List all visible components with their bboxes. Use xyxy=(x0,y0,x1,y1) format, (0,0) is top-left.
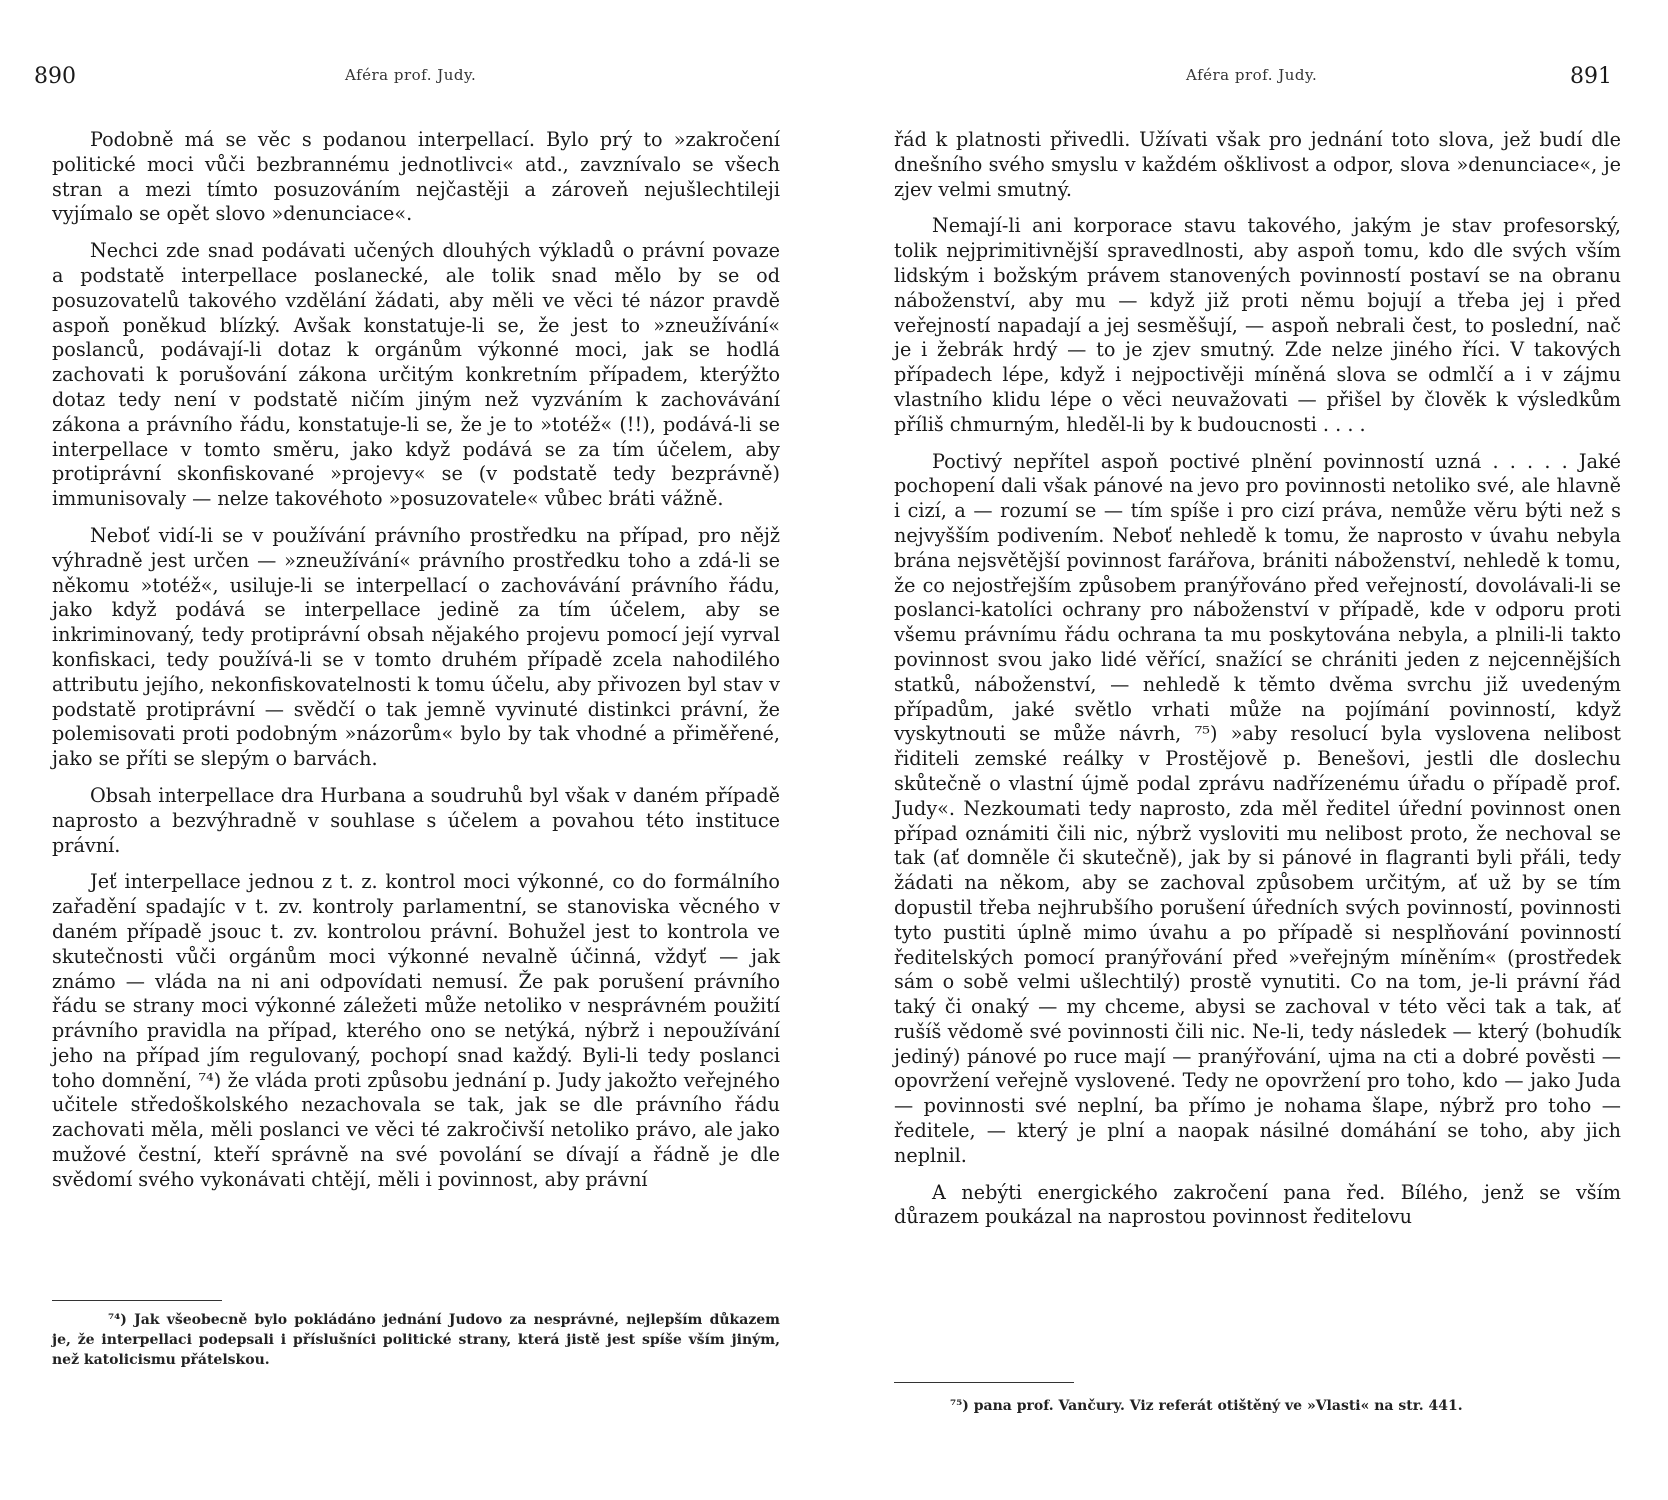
page-number: 890 xyxy=(34,64,76,89)
right-page xyxy=(838,0,1668,1500)
paragraph: Obsah interpellace dra Hurbana a soudruhů byl však v daném případě naprosto a bezvýhradně v souhlase s účelem a povahou této instituce právní. xyxy=(52,783,780,857)
paragraph: Neboť vidí-li se v používání právního prostředku na případ, pro nějž výhradně jest určen — »zneužívání« právního prostředku toho a zdá-li se někomu »totéž«, usiluje-li se interpellací o zachovávání právního řádu, jako když podává se interpellace jedině za tím účelem, aby se inkriminovaný, tedy protiprávní obsah nějakého projevu pomocí její vyrval konfiskaci, tedy používá-li se v tomto druhém případě zcela nahodilého attributu jejího, nekonfiskovatelnosti k tomu účelu, aby přivozen byl stav v podstatě protiprávní — svědčí o tak jemně vyvinuté distinkci právní, že polemisovati proti podobným »názorům« bylo by tak vhodné a přiměřené, jako se příti se slepým o barvách. xyxy=(52,523,780,771)
footnote-rule xyxy=(894,1382,1074,1383)
running-title: Aféra prof. Judy. xyxy=(1186,66,1318,84)
paragraph: Nemají-li ani korporace stavu takového, jakým je stav profesorský, tolik nejprimitivnější spravedlnosti, aby aspoň tomu, kdo dle svých vším lidským i božským právem stanovených povinností postaví se na obranu náboženství, aby mu — když již proti němu bojují a třeba jej i před veřejností napadají a jej sesměšují, — aspoň nebrali čest, to poslední, nač je i žebrák hrdý — to je zjev smutný. Zde nelze jiného říci. V takových případech lépe, když i nejpoctivěji míněná slova se odmlčí a i v zájmu vlastního klidu lépe o věci neuvažovati — přišel by člověk k výsledkům příliš chmurným, hleděl-li by k budoucnosti . . . . xyxy=(894,214,1621,436)
page-body xyxy=(894,128,1621,1242)
paragraph: Jeť interpellace jednou z t. z. kontrol moci výkonné, co do formálního zařadění spadajíc v t. zv. kontroly parlamentní, se stanoviska věcného v daném případě jsouc t. zv. kontrolou právní. Bohužel jest to kontrola ve skutečnosti vůči orgánům moci výkonné nevalně účinná, vždyť — jak známo — vláda na ni ani odpovídati nemusí. Že pak porušení právního řádu se strany moci výkonné záležeti může netoliko v nesprávném použití právního pravidla na případ, kterého ono se netýká, nýbrž i nepoužívání jeho na případ jím regulovaný, pochopí snad každý. Byli-li tedy poslanci toho domnění, ⁷⁴) že vláda proti způsobu jednání p. Judy jakožto veřejného učitele středoškolského nezachovala se tak, jak se dle právního řádu zachovati měla, měli poslanci ve věci té zakročivší netoliko právo, ale jako mužové čestní, kteří správně na své povolání se dívají a řádně je dle svědomí svého vykonávati chtějí, měli i povinnost, aby právní xyxy=(52,870,780,1191)
running-title: Aféra prof. Judy. xyxy=(345,66,477,84)
paragraph: Nechci zde snad podávati učených dlouhých výkladů o právní povaze a podstatě interpellace poslanecké, ale tolik snad mělo by se od posuzovatelů takového vzdělání žádati, aby měli ve věci té názor pravdě aspoň poněkud blízký. Avšak konstatuje-li se, že jest to »zneužívání« poslanců, podávají-li dotaz k orgánům výkonné moci, jak se hodlá zachovati k porušování zákona určitým konkretním případem, kterýžto dotaz tedy není v podstatě ničím jiným než vyzváním k zachovávání zákona a právního řádu, konstatuje-li se, že je to »totéž« (!!), podává-li se interpellace v tomto směru, jako když podává se za tím účelem, aby protiprávní skonfiskované »projevy« se (v podstatě tedy bezprávně) immunisovaly — nelze takovéhoto »posuzovatele« vůbec bráti vážně. xyxy=(52,239,780,511)
paragraph: A nebýti energického zakročení pana řed. Bílého, jenž se vším důrazem poukázal na naprostou povinnost ředitelovu xyxy=(894,1180,1621,1229)
paragraph: Poctivý nepřítel aspoň poctivé plnění povinností uzná . . . . . Jaké pochopení dali však pánové na jevo pro povinnosti netoliko své, ale hlavně i cizí, a — rozumí se — tím spíše i pro cizí práva, nemůže věru býti než s nejvyšším podivením. Neboť nehledě k tomu, že naprosto v úvahu nebyla brána nejsvětější povinnost farářova, brániti náboženství, nehledě k tomu, že co nejostřejším způsobem pranýřováno před veřejností, dovolávali-li se poslanci-katolíci ochrany pro náboženství v případě, kde v odporu proti všemu právnímu řádu ochrana ta mu poskytována nebyla, a plnili-li takto povinnost svou jako lidé věřící, snažící se chrániti jeden z nejcennějších statků, náboženství, — nehledě k těmto dvěma svrchu již uvedeným případům, jaké světlo vrhati může na pojímání povinností, když vyskytnouti se může návrh, ⁷⁵) »aby resolucí byla vyslovena nelibost řiditeli zemské reálky v Prostějově p. Benešovi, jestli dle doslechu skůtečně o vlastní újmě podal zprávu nadřízenému úřadu o případě prof. Judy«. Nezkoumati tedy naprosto, zda měl ředitel úřední povinnost onen případ oznámiti čili nic, nýbrž vysloviti mu nelibost proto, že nechoval se tak (ať domněle či skutečně), jak by si pánové in flagranti byli přáli, tedy žádati na někom, aby se zachoval způsobem určitým, ať už by se tím dopustil třeba nejhrubšího porušení úředních svých povinností, povinnosti tyto pustiti úplně mimo úvahu a po případě si nesplňování povinností ředitelských pomocí pranýřování před »veřejným míněním« (prostředek sám o sobě velmi ušlechtilý) prostě vynutiti. Co na tom, je-li právní řád taký či onaký — my chceme, abysi se zachoval v této věci tak a tak, ať rušíš vědomě své povinnosti čili nic. Ne-li, tedy následek — který (bohudík jediný) pánové po ruce mají — pranýřování, ujma na cti a dobré pověsti — opovržení veřejně vyslovené. Tedy ne opovržení pro toho, kdo — jako Juda — povinnosti své neplní, ba přímo je nohama šlape, nýbrž pro toho — ředitele, — který je plní a naopak násilné domáhání se toho, aby jich neplnil. xyxy=(894,449,1621,1167)
footnote: ⁷⁵) pana prof. Vančury. Viz referát otištěný ve »Vlasti« na str. 441. xyxy=(950,1398,1463,1414)
page-header xyxy=(0,64,830,94)
page-header xyxy=(838,64,1668,94)
page-number: 891 xyxy=(1570,64,1612,89)
footnote: ⁷⁴) Jak všeobecně bylo pokládáno jednání Judovo za nesprávné, nejlepším důkazem je, že interpellaci podepsali i příslušníci politické strany, která jistě jest spíše vším jiným, než katolicismu přátelskou. xyxy=(52,1312,780,1368)
paragraph: Podobně má se věc s podanou interpellací. Bylo prý to »zakročení politické moci vůči bezbrannému jednotlivci« atd., zavznívalo se všech stran a mezi tímto posuzováním nejčastěji a zároveň nejušlechtileji vyjímalo se opět slovo »denunciace«. xyxy=(52,128,780,226)
page-body xyxy=(52,128,780,1205)
left-page xyxy=(0,0,830,1500)
paragraph: řád k platnosti přivedli. Užívati však pro jednání toto slova, jež budí dle dnešního svého smyslu v každém ošklivost a odpor, slova »denunciace«, je zjev velmi smutný. xyxy=(894,128,1621,201)
footnote-rule xyxy=(52,1300,222,1301)
